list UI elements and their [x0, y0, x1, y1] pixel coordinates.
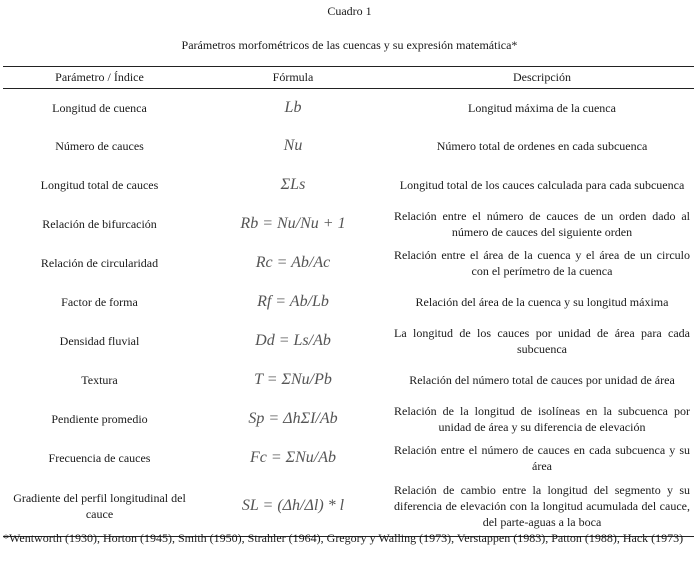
param-cell: Número de cauces: [55, 138, 144, 153]
param-cell: Factor de forma: [61, 294, 138, 309]
table-row: [3, 477, 694, 537]
desc-cell: Relación entre el área de la cuenca y el área de un circulo con el perímetro de la cuenca: [394, 247, 690, 278]
formula-cell: Rc = Ab/Ac: [255, 253, 331, 271]
formula-cell: Sp = ΔhΣI/Ab: [248, 409, 338, 427]
param-cell: Densidad fluvial: [59, 333, 140, 348]
header-formula: Fórmula: [196, 67, 390, 89]
table-row: [3, 283, 694, 321]
desc-cell: Relación de la longitud de isolíneas en la subcuenca por unidad de área y su diferencia de elevación: [394, 403, 690, 434]
table-row: [3, 205, 694, 243]
desc-cell: Relación entre el número de cauces en cada subcuenca y su área: [394, 442, 690, 473]
table-caption: Cuadro 1: [327, 4, 372, 18]
header-descripcion: Descripción: [390, 67, 694, 89]
table-title: Parámetros morfométricos de las cuencas y su expresión matemática*: [181, 38, 518, 52]
table-header-row: [3, 67, 694, 89]
table-row: [3, 361, 694, 399]
desc-cell: Relación entre el número de cauces de un orden dado al número de cauces del siguiente orden: [394, 208, 690, 239]
formula-cell: Fc = ΣNu/Ab: [249, 448, 337, 466]
table-row: [3, 399, 694, 439]
desc-cell: Relación de cambio entre la longitud del segmento y su diferencia de elevación con la longitud acumulada del cauce, del parte-aguas a la boca: [390, 477, 694, 537]
table-row: [3, 127, 694, 165]
param-cell: Frecuencia de cauces: [48, 450, 151, 465]
table-row: [3, 439, 694, 477]
formula-cell: Rb = Nu/Nu + 1: [240, 214, 346, 232]
formula-cell: Rf = Ab/Lb: [257, 292, 329, 310]
param-cell: Pendiente promedio: [51, 411, 148, 426]
desc-cell: Longitud total de los cauces calculada para cada subcuenca: [399, 177, 685, 192]
desc-cell: Longitud máxima de la cuenca: [468, 100, 616, 115]
formula-cell: Nu: [283, 136, 303, 154]
table-row: [3, 165, 694, 205]
formula-cell: ΣLs: [280, 175, 306, 193]
desc-cell: Relación del número total de cauces por unidad de área: [409, 372, 675, 387]
param-cell: Relación de circularidad: [40, 255, 159, 270]
table-footnote: *Wentworth (1930), Horton (1945), Smith (1950), Strahler (1964), Gregory y Walling (1973), Verstappen (1983), Patton (1988), Hack (1973): [3, 531, 684, 545]
desc-cell: Número total de ordenes en cada subcuenca: [436, 138, 648, 153]
table-row: [3, 321, 694, 361]
formula-cell: T = ΣNu/Pb: [254, 370, 332, 388]
desc-cell: La longitud de los cauces por unidad de área para cada subcuenca: [394, 325, 690, 356]
parameters-table: [3, 66, 694, 537]
header-parametro: Parámetro / Índice: [3, 67, 196, 89]
formula-cell: Lb: [284, 98, 302, 116]
param-cell: Longitud total de cauces: [40, 177, 159, 192]
param-cell: Gradiente del perfil longitudinal del cauce: [3, 477, 196, 537]
formula-cell: Dd = Ls/Ab: [255, 331, 331, 349]
desc-cell: Relación del área de la cuenca y su longitud máxima: [415, 294, 669, 309]
formula-cell: SL = (Δh/Δl) * l: [196, 477, 390, 537]
table-row: [3, 89, 694, 127]
param-cell: Longitud de cuenca: [52, 100, 147, 115]
param-cell: Textura: [81, 372, 118, 387]
param-cell: Relación de bifurcación: [42, 216, 157, 231]
table-row: [3, 243, 694, 283]
